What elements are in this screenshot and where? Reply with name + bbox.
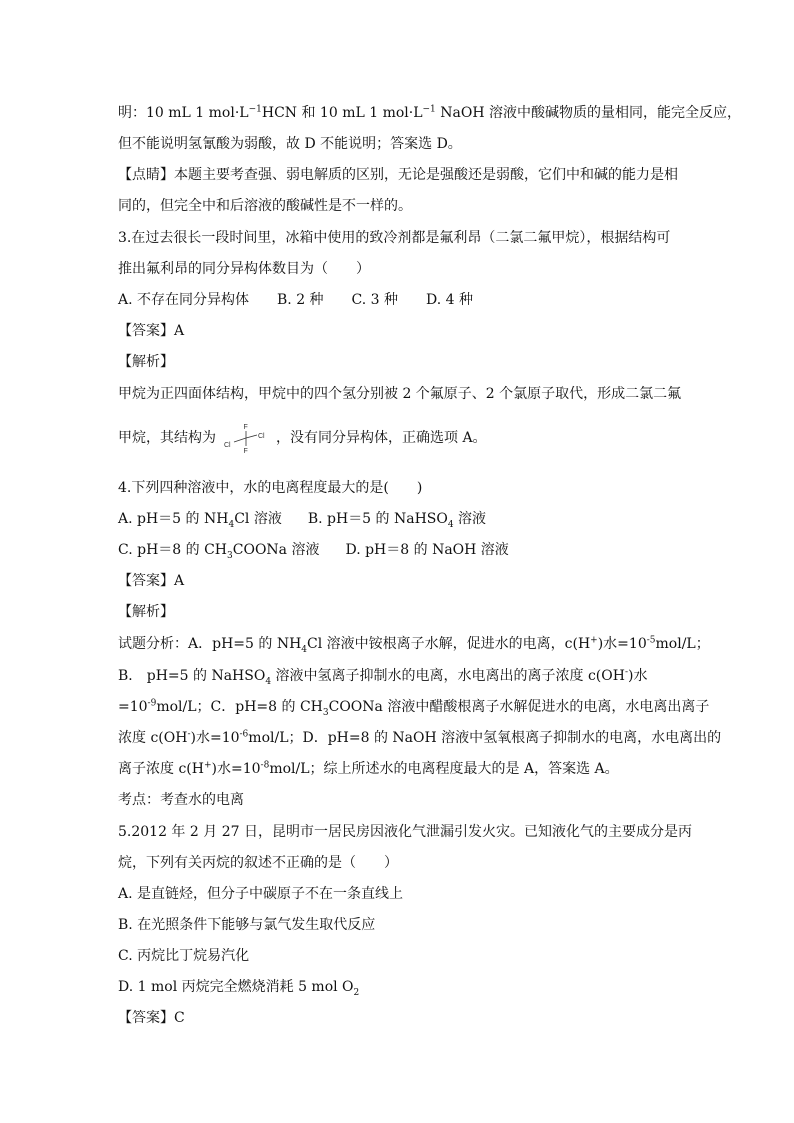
text: COONa 溶液 [232, 542, 320, 558]
fluorine-top: F [243, 424, 248, 431]
q5-option-c: C. 丙烷比丁烷易汽化 [118, 948, 250, 964]
text: mol/L；C．pH=8 的 CH [156, 699, 323, 715]
subscript: 3 [227, 550, 233, 561]
text: 浓度 c(OH [118, 730, 188, 746]
superscript: -5 [646, 635, 656, 646]
superscript: + [203, 760, 212, 771]
text: mol/L； [655, 636, 710, 652]
text: =10 [118, 699, 148, 715]
explanation-line-1 [118, 103, 741, 123]
text: ，没有同分异构体，正确选项 A。 [276, 430, 487, 446]
text: mol/L；综上所述水的电离程度最大的是 A，答案选 A。 [269, 761, 619, 777]
text: 明：10 mL 1 mol·L [118, 105, 249, 121]
q5-stem-line-1: 5.2012 年 2 月 27 日，昆明市一居民房因液化气泄漏引发火灾。已知液化气的主要成分是丙 [118, 824, 692, 840]
superscript: −1 [248, 104, 262, 115]
superscript: - [187, 729, 191, 740]
text: COONa 溶液中醋酸根离子水解促进水的电离，水电离出离子 [328, 699, 710, 715]
q3-explanation-line-1: 甲烷为正四面体结构，甲烷中的四个氢分别被 2 个氟原子、2 个氯原子取代，形成二氯二氟 [118, 386, 682, 402]
q5-option-d [118, 977, 359, 997]
subscript: 3 [322, 707, 329, 718]
q4-analysis-heading: 【解析】 [118, 604, 174, 620]
q5-stem-line-2: 烷，下列有关丙烷的叙述不正确的是（ ） [118, 855, 398, 871]
q4-explanation-line-5 [118, 759, 619, 779]
note-line-2: 同的，但完全中和后溶液的酸碱性是不一样的。 [118, 198, 412, 214]
q4-explanation-line-2 [118, 666, 647, 686]
note-line-1: 【点睛】本题主要考查强、弱电解质的区别，无论是强酸还是弱酸，它们中和碱的能力是相 [118, 167, 678, 183]
subscript: 2 [353, 987, 360, 998]
q4-options-ab [118, 509, 486, 529]
text: A. pH＝5 的 NH [118, 511, 229, 527]
subscript: 4 [447, 519, 454, 530]
text: D. 1 mol 丙烷完全燃烧消耗 5 mol O [118, 979, 354, 995]
explanation-line-2: 但不能说明氢氰酸为弱酸，故 D 不能说明；答案选 D。 [118, 136, 462, 152]
text: 溶液 [453, 511, 487, 527]
q3-options: A. 不存在同分异构体 B. 2 种 C. 3 种 D. 4 种 [118, 292, 474, 308]
superscript: + [590, 635, 598, 646]
q5-answer: 【答案】C [118, 1010, 185, 1026]
text: mol/L；D．pH=8 的 NaOH 溶液中氢氧根离子抑制水的电离，水电离出的 [248, 730, 722, 746]
text: B． pH=5 的 NaHSO [118, 668, 266, 684]
text: 离子浓度 c(H [118, 761, 204, 777]
superscript: -9 [147, 698, 157, 709]
text: 试题分析：A．pH=5 的 NH [118, 636, 302, 652]
q4-explanation-line-4 [118, 728, 721, 748]
q4-exam-point: 考点：考查水的电离 [118, 792, 244, 808]
text: NaOH 溶液中酸碱物质的量相同，能完全反应， [435, 105, 741, 121]
q4-stem: 4.下列四种溶液中，水的电离程度最大的是( ) [118, 480, 423, 496]
q3-stem-line-1: 3.在过去很长一段时间里，冰箱中使用的致冷剂都是氟利昂（二氯二氟甲烷），根据结构可 [118, 230, 671, 246]
superscript: -6 [239, 729, 249, 740]
q4-answer: 【答案】A [118, 573, 185, 589]
subscript: 4 [265, 676, 272, 687]
q3-analysis-heading: 【解析】 [118, 354, 174, 370]
q5-option-b: B. 在光照条件下能够与氯气发生取代反应 [118, 917, 376, 933]
q3-explanation-line-2 [118, 418, 487, 458]
dichlorodifluoromethane-structure [220, 418, 272, 458]
text: B. pH＝5 的 NaHSO [307, 511, 448, 527]
superscript: - [624, 667, 628, 678]
text: 甲烷，其结构为 [118, 430, 216, 446]
text: 溶液中氢离子抑制水的电离，水电离出的离子浓度 c(OH [271, 668, 625, 684]
q3-answer: 【答案】A [118, 323, 185, 339]
q3-stem-line-2: 推出氟利昂的同分异构体数目为（ ） [118, 261, 370, 277]
text: )水=10 [190, 730, 240, 746]
subscript: 4 [228, 519, 235, 530]
q4-explanation-line-1 [118, 634, 710, 654]
superscript: −1 [422, 104, 436, 115]
text: )水=10 [211, 761, 261, 777]
text: )水=10 [597, 636, 647, 652]
subscript: 4 [301, 644, 308, 655]
q4-options-cd [118, 540, 509, 560]
text: Cl 溶液 [234, 511, 282, 527]
chlorine-left: Cl [224, 442, 231, 449]
text: )水 [628, 668, 648, 684]
text: HCN 和 10 mL 1 mol·L [261, 105, 423, 121]
q5-option-a: A. 是直链烃，但分子中碳原子不在一条直线上 [118, 886, 404, 902]
superscript: -8 [260, 760, 270, 771]
chlorine-right: Cl [258, 433, 265, 440]
fluorine-bottom: F [243, 448, 248, 455]
text: D. pH＝8 的 NaOH 溶液 [345, 542, 509, 558]
text: Cl 溶液中铵根离子水解，促进水的电离，c(H [307, 636, 591, 652]
text: C. pH＝8 的 CH [118, 542, 228, 558]
q4-explanation-line-3 [118, 697, 709, 717]
